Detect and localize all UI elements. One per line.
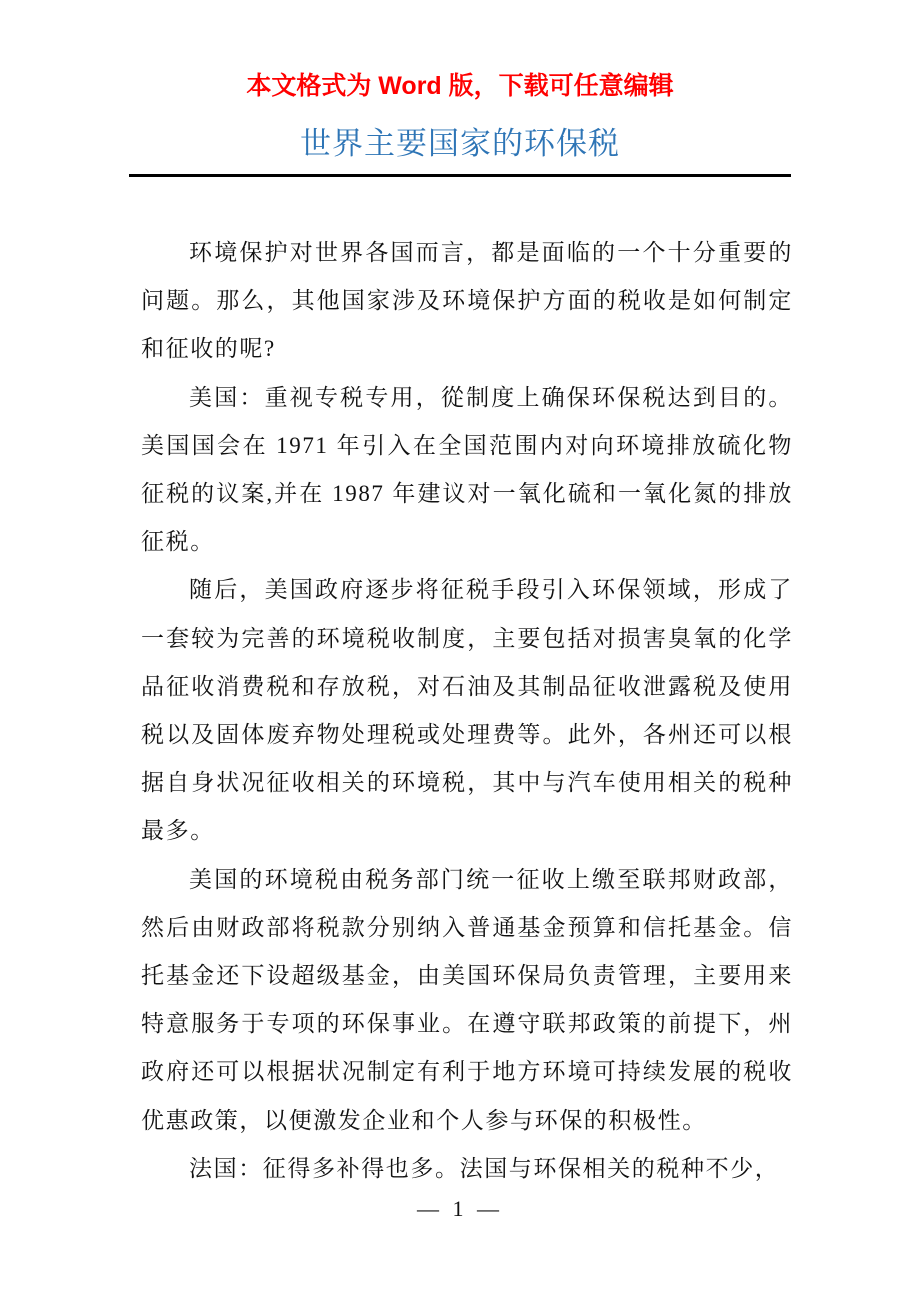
editable-format-notice: 本文格式为 Word 版，下载可任意编辑: [246, 72, 674, 100]
paragraph-intro: 环境保护对世界各国而言，都是面临的一个十分重要的问题。那么，其他国家涉及环境保护方面的税收是如何制定和征收的呢?: [141, 240, 793, 362]
paragraph-usa-collection: 美国的环境税由税务部门统一征收上缴至联邦财政部，然后由财政部将税款分别纳入普通基金预算和信托基金。信托基金还下设超级基金，由美国环保局负责管理，主要用来特意服务于专项的环保事业。在遵守联邦政策的前提下，州政府还可以根据状况制定有利于地方环境可持续发展的税收优惠政策，以便激发企业和个人参与环保的积极性。: [141, 866, 793, 1133]
paragraph-usa-overview: 美国：重视专税专用，從制度上确保环保税达到目的。美国国会在 1971 年引入在全国范围内对向环境排放硫化物征税的议案,并在 1987 年建议对一氧化硫和一氧化氮的排放征税。: [141, 384, 793, 555]
document-title: 世界主要国家的环保税: [300, 126, 620, 162]
paragraph-france: 法国：征得多补得也多。法国与环保相关的税种不少，: [189, 1155, 780, 1181]
page-number: — 1 —: [417, 1196, 503, 1221]
paragraph-usa-tax-system: 随后，美国政府逐步将征税手段引入环保领域，形成了一套较为完善的环境税收制度，主要包括对损害臭氧的化学品征收消费税和存放税，对石油及其制品征收泄露税及使用税以及固体废弃物处理税或处理费等。此外，各州还可以根据自身状况征收相关的环境税，其中与汽车使用相关的税种最多。: [141, 577, 793, 844]
title-divider: [129, 174, 791, 177]
document-body: [141, 229, 793, 1193]
